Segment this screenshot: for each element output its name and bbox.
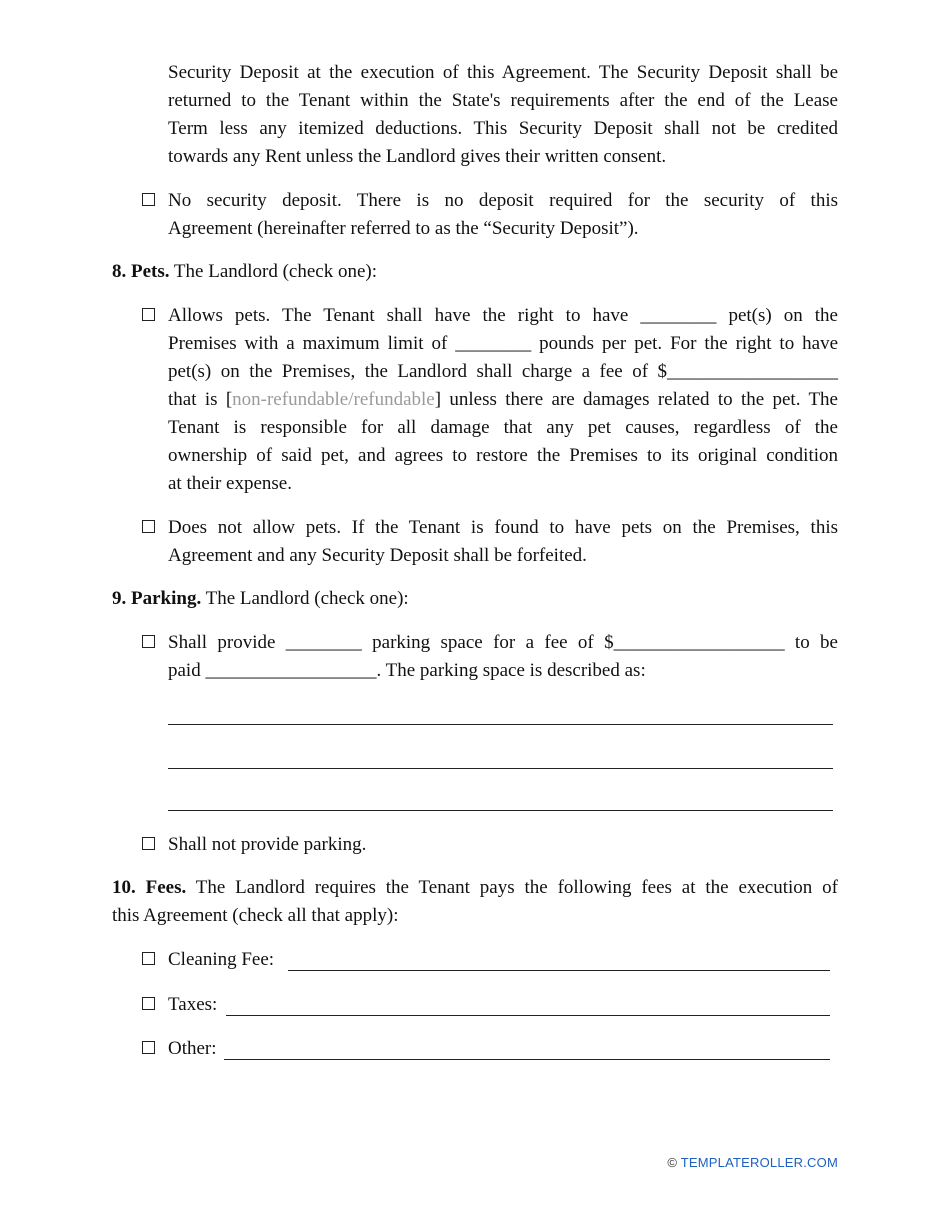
- paragraph-line: Premises with a maximum limit of ________ pounds per pet. For the right to have: [168, 333, 838, 354]
- disallow-pets-checkbox[interactable]: [142, 520, 155, 533]
- pets-heading-text: The Landlord (check one):: [169, 261, 378, 282]
- pets-heading-number: 8. Pets.: [112, 261, 170, 282]
- no-parking-checkbox[interactable]: [142, 837, 155, 850]
- no-parking-option-text: [168, 831, 838, 859]
- disallow-pets-option-text: [168, 514, 838, 570]
- provide-parking-checkbox[interactable]: [142, 635, 155, 648]
- copyright-symbol: ©: [667, 1155, 678, 1170]
- other-fee-checkbox[interactable]: [142, 1041, 155, 1054]
- fees-heading: [112, 874, 838, 930]
- parking-description-line[interactable]: [168, 724, 833, 725]
- allow-pets-checkbox[interactable]: [142, 308, 155, 321]
- paragraph-line: Shall provide ________ parking space for a fee of $__________________ to be: [168, 632, 838, 653]
- paragraph-line: No security deposit. There is no deposit required for the security of this: [168, 190, 838, 211]
- fee-label: Other:: [168, 1038, 217, 1059]
- fees-heading-number: 10. Fees.: [112, 877, 187, 898]
- fee-label: Cleaning Fee:: [168, 949, 275, 970]
- paragraph-line: [112, 874, 838, 902]
- allow-pets-option-text: [168, 302, 838, 498]
- paragraph-line: Shall not provide parking.: [168, 834, 367, 855]
- paragraph-line: at their expense.: [168, 473, 292, 494]
- paragraph-line: ownership of said pet, and agrees to restore the Premises to its original condition: [168, 445, 838, 466]
- paragraph-line: Allows pets. The Tenant shall have the right to have ________ pet(s) on the: [168, 305, 838, 326]
- parking-heading: [112, 585, 838, 613]
- paragraph-line: Agreement (hereinafter referred to as the “Security Deposit”).: [168, 218, 639, 239]
- paragraph-line: Term less any itemized deductions. This Security Deposit shall not be credited: [168, 118, 838, 139]
- paragraph-line: Tenant is responsible for all damage that any pet causes, regardless of the: [168, 417, 838, 438]
- brand-link[interactable]: TEMPLATEROLLER.COM: [680, 1155, 838, 1170]
- cleaning-fee-input-line[interactable]: [288, 970, 830, 971]
- footer-brand[interactable]: [667, 1155, 838, 1170]
- paragraph-line: this Agreement (check all that apply):: [112, 905, 399, 926]
- provide-parking-option-text: [168, 629, 838, 685]
- no-deposit-option-text: [168, 187, 838, 243]
- taxes-checkbox[interactable]: [142, 997, 155, 1010]
- paragraph-line: paid __________________. The parking space is described as:: [168, 660, 646, 681]
- paragraph-line: Security Deposit at the execution of this Agreement. The Security Deposit shall be: [168, 62, 838, 83]
- pets-heading: [112, 258, 838, 286]
- parking-description-line[interactable]: [168, 810, 833, 811]
- paragraph-line: [168, 386, 838, 414]
- line-text: ] unless there are damages related to the pet. The: [434, 389, 838, 410]
- security-deposit-paragraph: [168, 59, 838, 171]
- refundable-placeholder: non-refundable/refundable: [232, 389, 435, 410]
- other-fee-input-line[interactable]: [224, 1059, 830, 1060]
- no-deposit-checkbox[interactable]: [142, 193, 155, 206]
- paragraph-line: towards any Rent unless the Landlord gives their written consent.: [168, 146, 667, 167]
- paragraph-line: pet(s) on the Premises, the Landlord shall charge a fee of $__________________: [168, 361, 838, 382]
- paragraph-line: Agreement and any Security Deposit shall be forfeited.: [168, 545, 587, 566]
- fees-heading-text: The Landlord requires the Tenant pays the following fees at the execution of: [186, 877, 838, 898]
- cleaning-fee-checkbox[interactable]: [142, 952, 155, 965]
- parking-heading-text: The Landlord (check one):: [201, 588, 409, 609]
- fee-label: Taxes:: [168, 994, 218, 1015]
- paragraph-line: returned to the Tenant within the State's requirements after the end of the Lease: [168, 90, 838, 111]
- parking-heading-number: 9. Parking.: [112, 588, 202, 609]
- paragraph-line: Does not allow pets. If the Tenant is found to have pets on the Premises, this: [168, 517, 838, 538]
- taxes-input-line[interactable]: [226, 1015, 830, 1016]
- line-text: that is [: [168, 389, 233, 410]
- parking-description-line[interactable]: [168, 768, 833, 769]
